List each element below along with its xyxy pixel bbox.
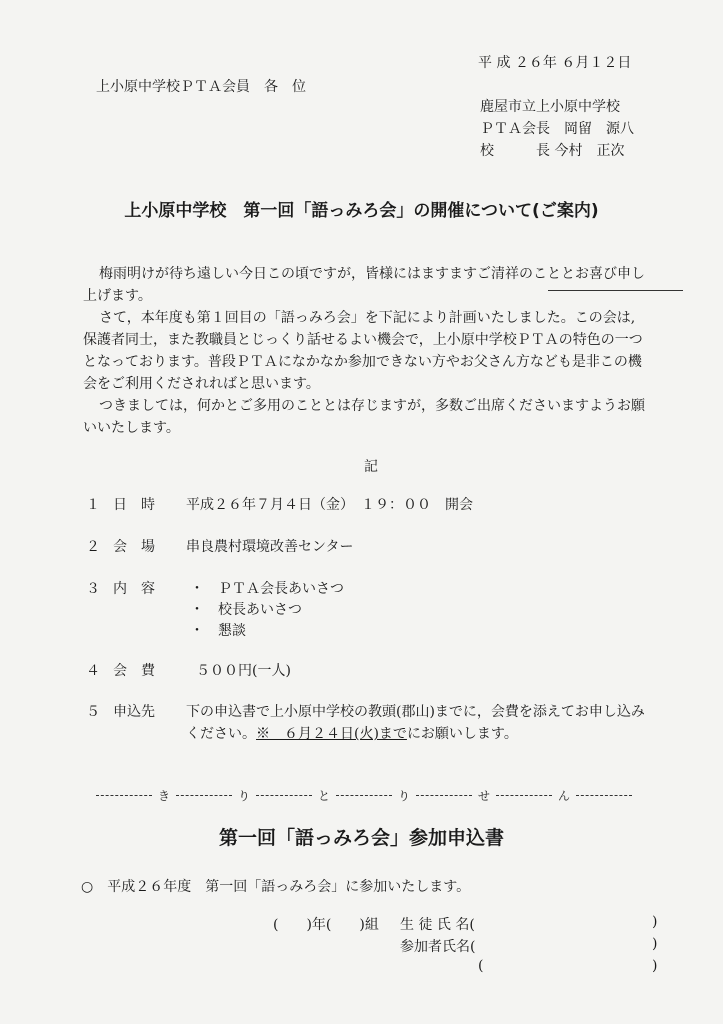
cut-char: き bbox=[157, 788, 170, 803]
body-line: 上げます。 bbox=[83, 288, 152, 304]
sender-school: 鹿屋市立上小原中学校 bbox=[480, 99, 620, 115]
document-title: 上小原中学校 第一回「語っみろ会」の開催について(ご案内) bbox=[124, 201, 599, 221]
student-name-label: 生 徒 氏 名( bbox=[400, 917, 475, 933]
item-value-apply-line1: 下の申込書で上小原中学校の教頭(郡山)までに，会費を添えてお申し込み bbox=[186, 704, 645, 720]
body-line: 会をご利用くだされればと思います。 bbox=[83, 376, 320, 392]
body-line: となっております。普段ＰＴＡになかなか参加できない方やお父さん方なども是非この機 bbox=[83, 354, 642, 370]
body-line: つきましては，何かとご多用のこととは存じますが，多数ご出席くださいますようお願 bbox=[99, 398, 645, 414]
body-line: 梅雨明けが待ち遠しい今日この頃ですが，皆様にはますますご清祥のこととお喜び申し bbox=[99, 266, 645, 282]
apply-deadline: ※ ６月２４日(火)まで bbox=[256, 726, 407, 742]
cut-char: と bbox=[317, 788, 330, 803]
item-value-apply-line2 bbox=[186, 723, 518, 743]
addressee: 上小原中学校ＰＴＡ会員 各 位 bbox=[96, 79, 306, 95]
document-date: 平 成 ２６年 ６月１２日 bbox=[478, 55, 632, 71]
cut-dash bbox=[96, 795, 152, 796]
cut-dash bbox=[256, 795, 312, 796]
content-bullet: ・ ＰＴＡ会長あいさつ bbox=[190, 581, 344, 597]
student-name-field[interactable] bbox=[490, 912, 650, 932]
participant-name-close: ) bbox=[652, 958, 658, 974]
cut-char: り bbox=[237, 788, 250, 803]
participant-name-field[interactable] bbox=[490, 934, 650, 954]
cut-line bbox=[90, 787, 638, 803]
body-line: いいたします。 bbox=[83, 420, 180, 436]
content-bullet: ・ 校長あいさつ bbox=[190, 602, 302, 618]
cut-char: せ bbox=[477, 788, 490, 803]
cut-dash bbox=[576, 795, 632, 796]
form-statement: ○ 平成２６年度 第一回「語っみろ会」に参加いたします。 bbox=[81, 879, 471, 895]
cut-dash bbox=[496, 795, 552, 796]
item-label-content: 内 容 bbox=[113, 581, 155, 597]
cut-dash bbox=[336, 795, 392, 796]
cut-char: り bbox=[397, 788, 410, 803]
participant-name-label: 参加者氏名( bbox=[400, 939, 476, 955]
item-value-venue: 串良農村環境改善センター bbox=[186, 539, 354, 555]
content-bullet: ・ 懇談 bbox=[190, 623, 246, 639]
item-label-date: 日 時 bbox=[113, 497, 155, 513]
sender-pta-president: ＰＴＡ会長 岡留 源八 bbox=[480, 121, 634, 137]
item-label-fee: 会 費 bbox=[113, 663, 155, 679]
item-number: ４ bbox=[86, 663, 100, 679]
participant-name-field-2[interactable] bbox=[490, 956, 650, 976]
item-number: ３ bbox=[86, 581, 100, 597]
sender-principal: 校 長 今村 正次 bbox=[480, 143, 625, 159]
participant-name-open: ( bbox=[478, 958, 484, 974]
item-label-apply: 申込先 bbox=[113, 704, 155, 720]
item-number: ５ bbox=[86, 704, 100, 720]
item-number: １ bbox=[86, 497, 100, 513]
cut-dash bbox=[176, 795, 232, 796]
item-value-fee: ５００円(一人) bbox=[196, 663, 291, 679]
body-line: 保護者同士，また教職員とじっくり話せるよい機会で，上小原中学校ＰＴＡの特色の一つ bbox=[83, 332, 643, 348]
cut-dash bbox=[416, 795, 472, 796]
apply-text-pre: ください。 bbox=[186, 726, 256, 742]
ki-marker: 記 bbox=[364, 459, 378, 475]
student-name-close: ) bbox=[652, 914, 658, 930]
form-title: 第一回「語っみろ会」参加申込書 bbox=[218, 827, 504, 849]
body-line: さて，本年度も第１回目の「語っみろ会」を下記により計画いたしました。この会は, bbox=[99, 310, 636, 326]
cut-char: ん bbox=[557, 788, 570, 803]
item-value-date: 平成２６年７月４日（金） １９：００ 開会 bbox=[186, 497, 473, 513]
apply-text-post: にお願いします。 bbox=[406, 726, 518, 742]
participant-name-close: ) bbox=[652, 936, 658, 952]
handwritten-underline bbox=[548, 290, 683, 291]
item-number: ２ bbox=[86, 539, 100, 555]
class-field[interactable]: ( )年( )組 bbox=[273, 917, 379, 933]
item-label-venue: 会 場 bbox=[113, 539, 155, 555]
